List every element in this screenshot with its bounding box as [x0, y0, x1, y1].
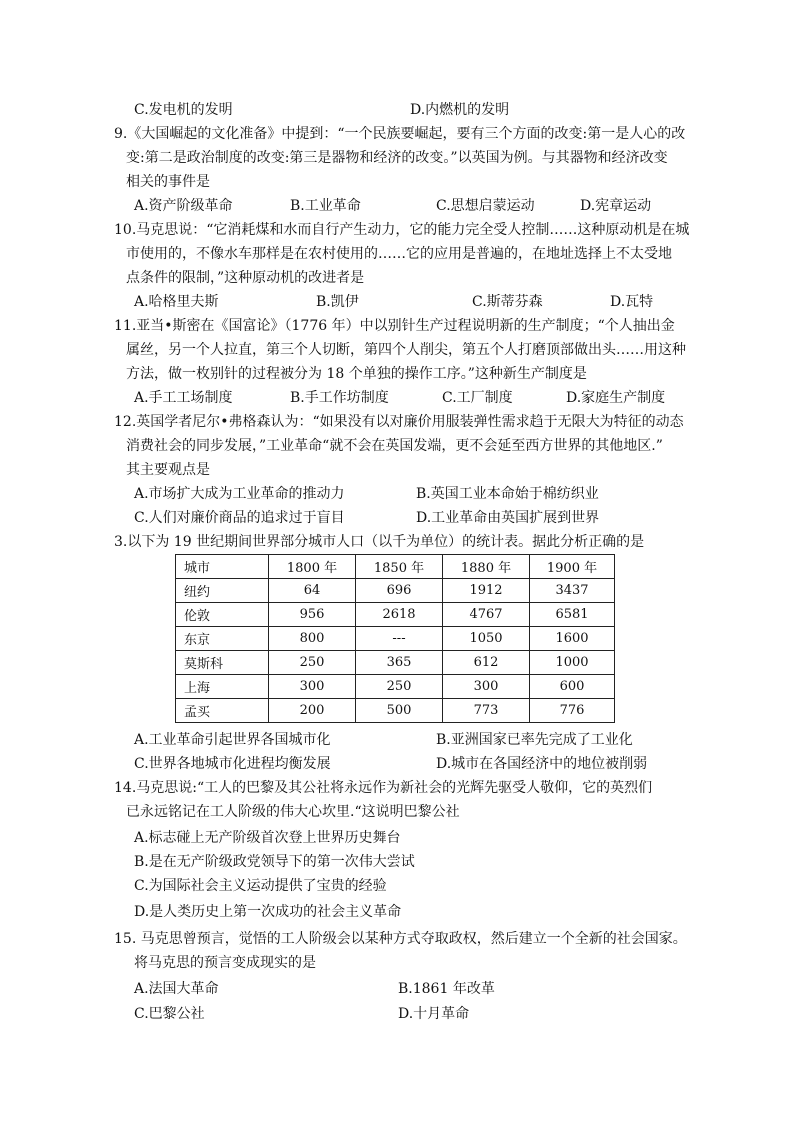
q9-stem-line1: 9.《大国崛起的文化准备》中提到：“一个民族要崛起，要有三个方面的改变:第一是人心的改	[114, 126, 686, 142]
q9-stem-line3: 相关的事件是	[126, 174, 210, 190]
q14-option-b: B.是在无产阶级政党领导下的第一次伟大尝试	[134, 854, 415, 870]
table-header-cell: 1880 年	[443, 555, 530, 579]
table-row	[176, 579, 615, 603]
q8-option-c: C.发电机的发明	[134, 102, 233, 118]
table-row	[176, 651, 615, 675]
table-cell: 612	[443, 651, 530, 675]
table-cell: 孟买	[176, 699, 269, 723]
q14-option-a: A.标志碰上无产阶级首次登上世界历史舞台	[134, 830, 401, 846]
table-cell: 300	[269, 675, 356, 699]
q15-option-d: D.十月革命	[398, 1006, 470, 1022]
table-cell: 莫斯科	[176, 651, 269, 675]
q15-option-a: A.法国大革命	[134, 981, 219, 997]
table-cell: 500	[356, 699, 443, 723]
q14-option-d: D.是人类历史上第一次成功的社会主义革命	[134, 904, 402, 920]
q11-option-c: C.工厂制度	[442, 390, 513, 406]
table-cell: 1050	[443, 627, 530, 651]
table-cell: 1600	[530, 627, 615, 651]
table-cell: 250	[356, 675, 443, 699]
q9-option-d: D.宪章运动	[580, 198, 652, 214]
q15-stem-line2: 将马克思的预言变成现实的是	[134, 955, 316, 971]
city-population-table	[175, 554, 615, 723]
table-cell: 300	[443, 675, 530, 699]
q14-option-c: C.为国际社会主义运动提供了宝贵的经验	[134, 878, 387, 894]
q10-stem-line3: 点条件的限制，”这种原动机的改进者是	[126, 270, 365, 286]
q11-option-b: B.手工作坊制度	[290, 390, 389, 406]
table-row	[176, 627, 615, 651]
q13-option-c: C.世界各地城市化进程均衡发展	[134, 756, 331, 772]
q14-stem-line1: 14.马克思说:“工人的巴黎及其公社将永远作为新社会的光辉先驱受人敬仰，它的英烈们	[114, 780, 653, 796]
q10-option-a: A.哈格里夫斯	[134, 294, 219, 310]
q13-stem: 3.以下为 19 世纪期间世界部分城市人口（以千为单位）的统计表。据此分析正确的是	[114, 534, 645, 550]
table-cell: 3437	[530, 579, 615, 603]
q10-stem-line2: 市使用的，不像水车那样是在农村使用的……它的应用是普遍的，在地址选择上不太受地	[126, 246, 672, 262]
q15-stem-line1: 15. 马克思曾预言，觉悟的工人阶级会以某种方式夺取政权，然后建立一个全新的社会国家。	[114, 931, 687, 947]
table-header-cell: 1800 年	[269, 555, 356, 579]
table-cell: 250	[269, 651, 356, 675]
table-cell: 东京	[176, 627, 269, 651]
table-cell: 64	[269, 579, 356, 603]
table-row	[176, 699, 615, 723]
q9-option-a: A.资产阶级革命	[134, 198, 233, 214]
q10-option-b: B.凯伊	[316, 294, 359, 310]
q11-stem-line2: 属丝，另一个人拉直，第三个人切断，第四个人削尖，第五个人打磨顶部做出头……用这种	[126, 342, 686, 358]
q10-option-d: D.瓦特	[610, 294, 654, 310]
q9-option-b: B.工业革命	[290, 198, 361, 214]
table-cell: 4767	[443, 603, 530, 627]
q10-option-c: C.斯蒂芬森	[472, 294, 543, 310]
table-cell: 600	[530, 675, 615, 699]
q15-option-c: C.巴黎公社	[134, 1006, 205, 1022]
q9-option-c: C.思想启蒙运动	[436, 198, 535, 214]
q11-stem-line1: 11.亚当•斯密在《国富论》（1776 年）中以别针生产过程说明新的生产制度；“个人抽出金	[114, 318, 675, 334]
q15-option-b: B.1861 年改革	[398, 981, 495, 997]
q10-stem-line1: 10.马克思说：“它消耗煤和水而自行产生动力，它的能力完全受人控制……这种原动机是在城	[114, 222, 690, 238]
table-cell: 776	[530, 699, 615, 723]
table-cell: 696	[356, 579, 443, 603]
table-header-row	[176, 555, 615, 579]
table-header-cell: 1900 年	[530, 555, 615, 579]
table-cell: 956	[269, 603, 356, 627]
table-row	[176, 603, 615, 627]
q11-stem-line3: 方法，做一枚别针的过程被分为 18 个单独的操作工序。”这种新生产制度是	[126, 366, 587, 382]
table-cell: 773	[443, 699, 530, 723]
q12-stem-line1: 12.英国学者尼尔•弗格森认为：“如果没有以对廉价用服装弹性需求趋于无限大为特征的动态	[114, 414, 684, 430]
table-cell: 1912	[443, 579, 530, 603]
q14-stem-line2: 已永远铭记在工人阶级的伟大心坎里.“这说明巴黎公社	[126, 804, 460, 820]
q12-stem-line2: 消费社会的同步发展，”工业革命“就不会在英国发端，更不会延至西方世界的其他地区.”	[126, 438, 663, 454]
q12-option-a: A.市场扩大成为工业革命的推动力	[134, 486, 345, 502]
table-cell: 1000	[530, 651, 615, 675]
q13-option-d: D.城市在各国经济中的地位被削弱	[436, 756, 648, 772]
table-cell: 6581	[530, 603, 615, 627]
table-cell: 2618	[356, 603, 443, 627]
q13-option-b: B.亚洲国家已率先完成了工业化	[436, 732, 633, 748]
q8-option-d: D.内燃机的发明	[410, 102, 510, 118]
q9-stem-line2: 变:第二是政治制度的改变:第三是器物和经济的改变。”以英国为例。与其器物和经济改变	[126, 150, 668, 166]
table-cell: 伦敦	[176, 603, 269, 627]
q12-option-d: D.工业革命由英国扩展到世界	[416, 510, 600, 526]
table-cell: 200	[269, 699, 356, 723]
table-cell: 800	[269, 627, 356, 651]
table-cell: 纽约	[176, 579, 269, 603]
q11-option-d: D.家庭生产制度	[566, 390, 666, 406]
table-cell: ---	[356, 627, 443, 651]
q12-option-b: B.英国工业本命始于棉纺织业	[416, 486, 599, 502]
table-cell: 365	[356, 651, 443, 675]
q12-option-c: C.人们对廉价商品的追求过于盲目	[134, 510, 345, 526]
q13-option-a: A.工业革命引起世界各国城市化	[134, 732, 331, 748]
table-cell: 上海	[176, 675, 269, 699]
q12-stem-line3: 其主要观点是	[126, 462, 210, 478]
table-row	[176, 675, 615, 699]
table-header-cell: 1850 年	[356, 555, 443, 579]
table-header-cell: 城市	[176, 555, 269, 579]
q11-option-a: A.手工工场制度	[134, 390, 233, 406]
